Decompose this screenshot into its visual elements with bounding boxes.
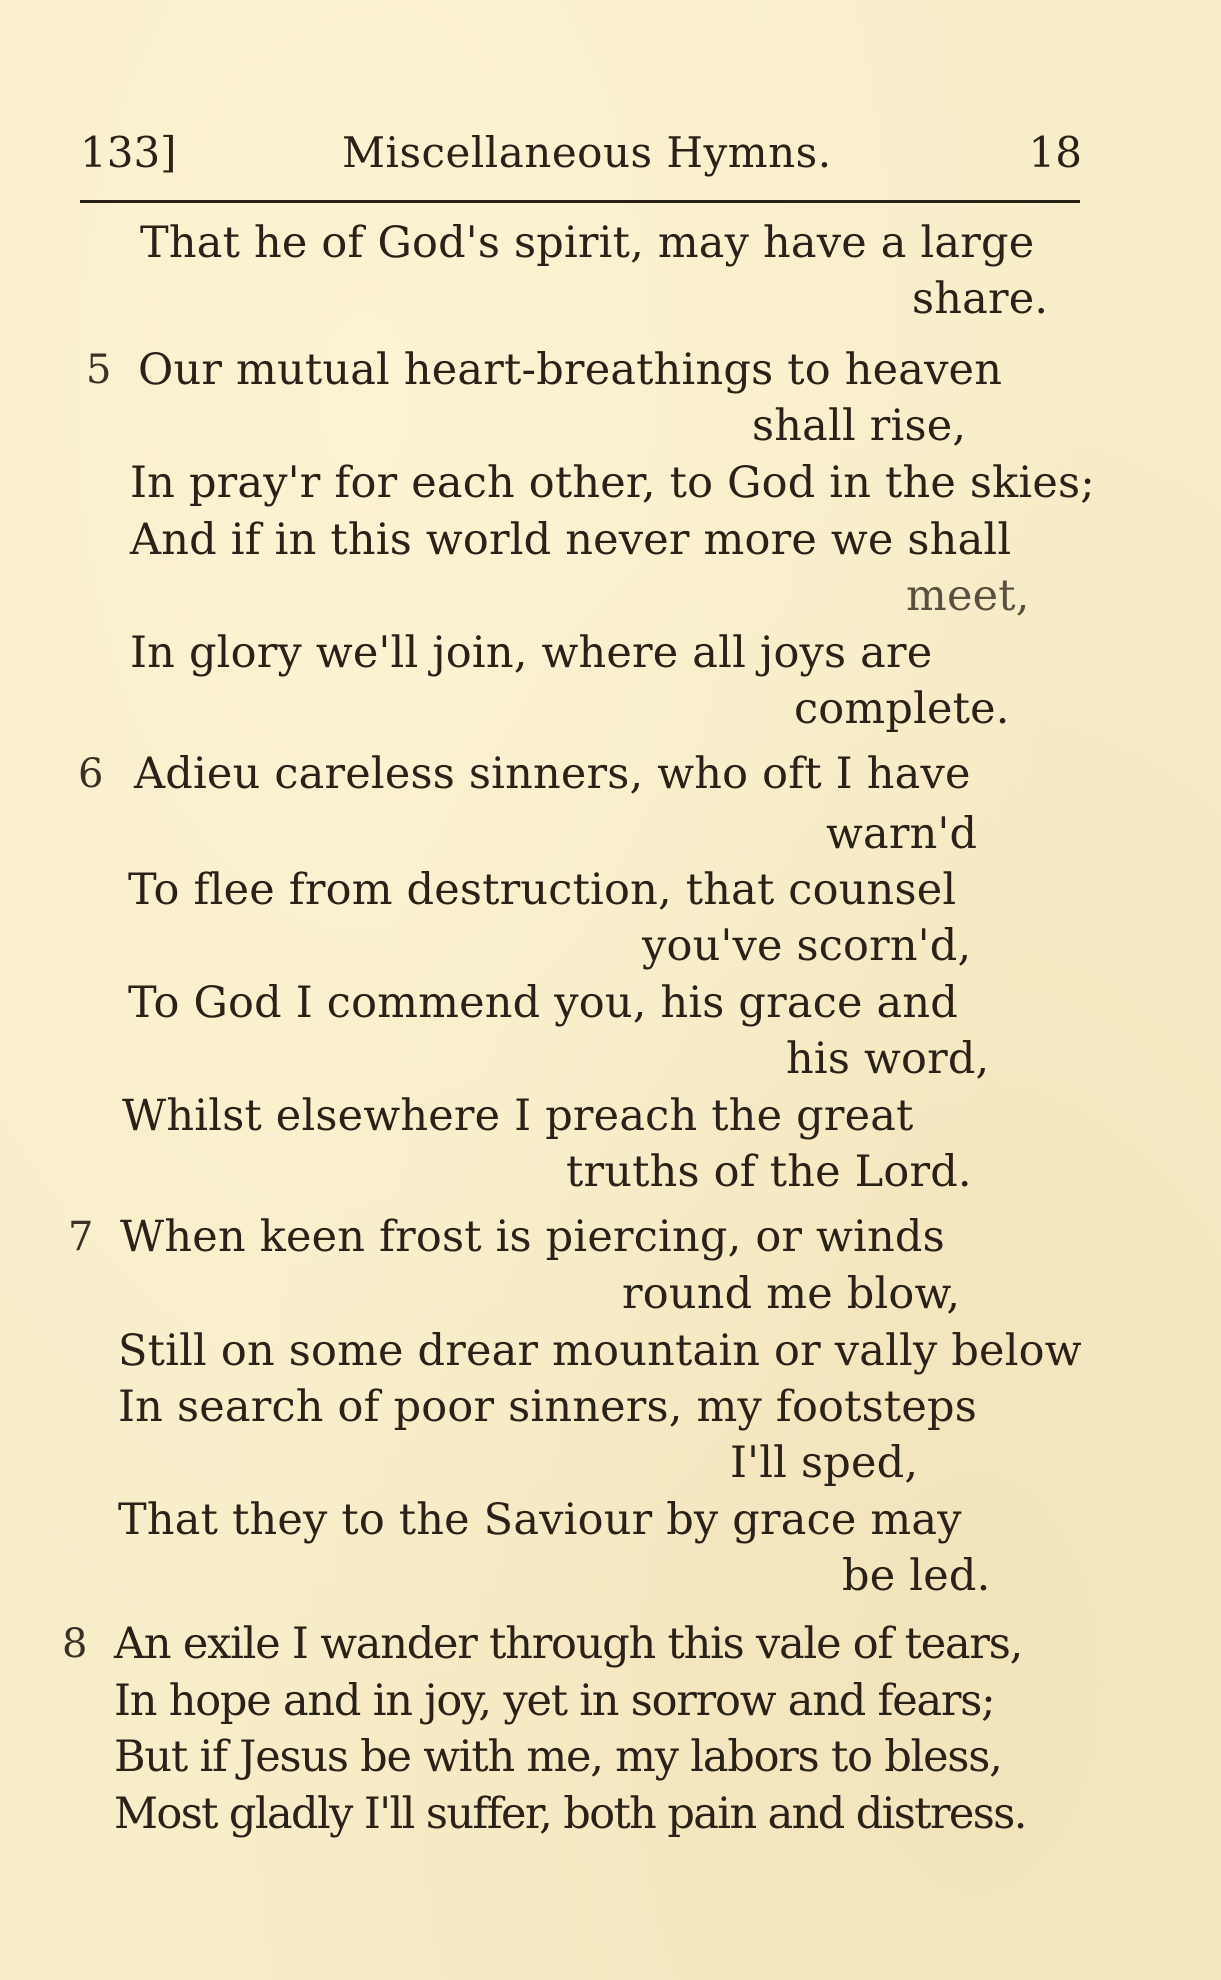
- verse-line: his word,: [786, 1034, 990, 1084]
- verse-line: But if Jesus be with me, my labors to bless,: [114, 1732, 1002, 1782]
- verse-line: In pray'r for each other, to God in the skies;: [130, 458, 1095, 508]
- verse-line: meet,: [906, 571, 1030, 621]
- verse-line: you've scorn'd,: [642, 921, 972, 971]
- verse-line: shall rise,: [752, 401, 967, 451]
- verse-line: complete.: [794, 684, 1010, 734]
- running-header: [80, 128, 1080, 178]
- verse-number: 8: [62, 1621, 88, 1667]
- verse-line: To God I commend you, his grace and: [128, 978, 959, 1028]
- verse-line: Adieu careless sinners, who oft I have: [134, 749, 971, 799]
- verse-line: In search of poor sinners, my footsteps: [118, 1382, 978, 1432]
- verse-line: That they to the Saviour by grace may: [118, 1495, 962, 1545]
- verse-line: That he of God's spirit, may have a large: [140, 218, 1035, 268]
- verse-line: warn'd: [826, 809, 978, 859]
- section-title: Miscellaneous Hymns.: [342, 128, 832, 177]
- verse-line: To flee from destruction, that counsel: [128, 865, 957, 915]
- verse-line: be led.: [842, 1551, 991, 1601]
- verse-line: Our mutual heart-breathings to heaven: [138, 345, 1003, 395]
- verse-line: An exile I wander through this vale of tears,: [114, 1619, 1023, 1669]
- verse-line: round me blow,: [622, 1269, 961, 1319]
- verse-number: 6: [78, 751, 104, 797]
- page-number: 18: [1028, 128, 1082, 177]
- header-rule: [80, 200, 1080, 203]
- verse-line: Whilst elsewhere I preach the great: [122, 1091, 914, 1141]
- verse-line: And if in this world never more we shall: [130, 515, 1012, 565]
- verse-line: Still on some drear mountain or vally below: [118, 1326, 1082, 1376]
- verse-line: I'll sped,: [730, 1438, 919, 1488]
- verse-line: Most gladly I'll suffer, both pain and distress.: [114, 1789, 1026, 1839]
- verse-line: share.: [912, 274, 1049, 324]
- verse-line: truths of the Lord.: [566, 1147, 972, 1197]
- verse-number: 7: [68, 1214, 94, 1260]
- hymn-number: 133]: [80, 128, 177, 177]
- verse-line: In hope and in joy, yet in sorrow and fears;: [114, 1676, 995, 1726]
- verse-line: When keen frost is piercing, or winds: [120, 1212, 945, 1262]
- verse-line: In glory we'll join, where all joys are: [130, 628, 933, 678]
- verse-number: 5: [86, 347, 112, 393]
